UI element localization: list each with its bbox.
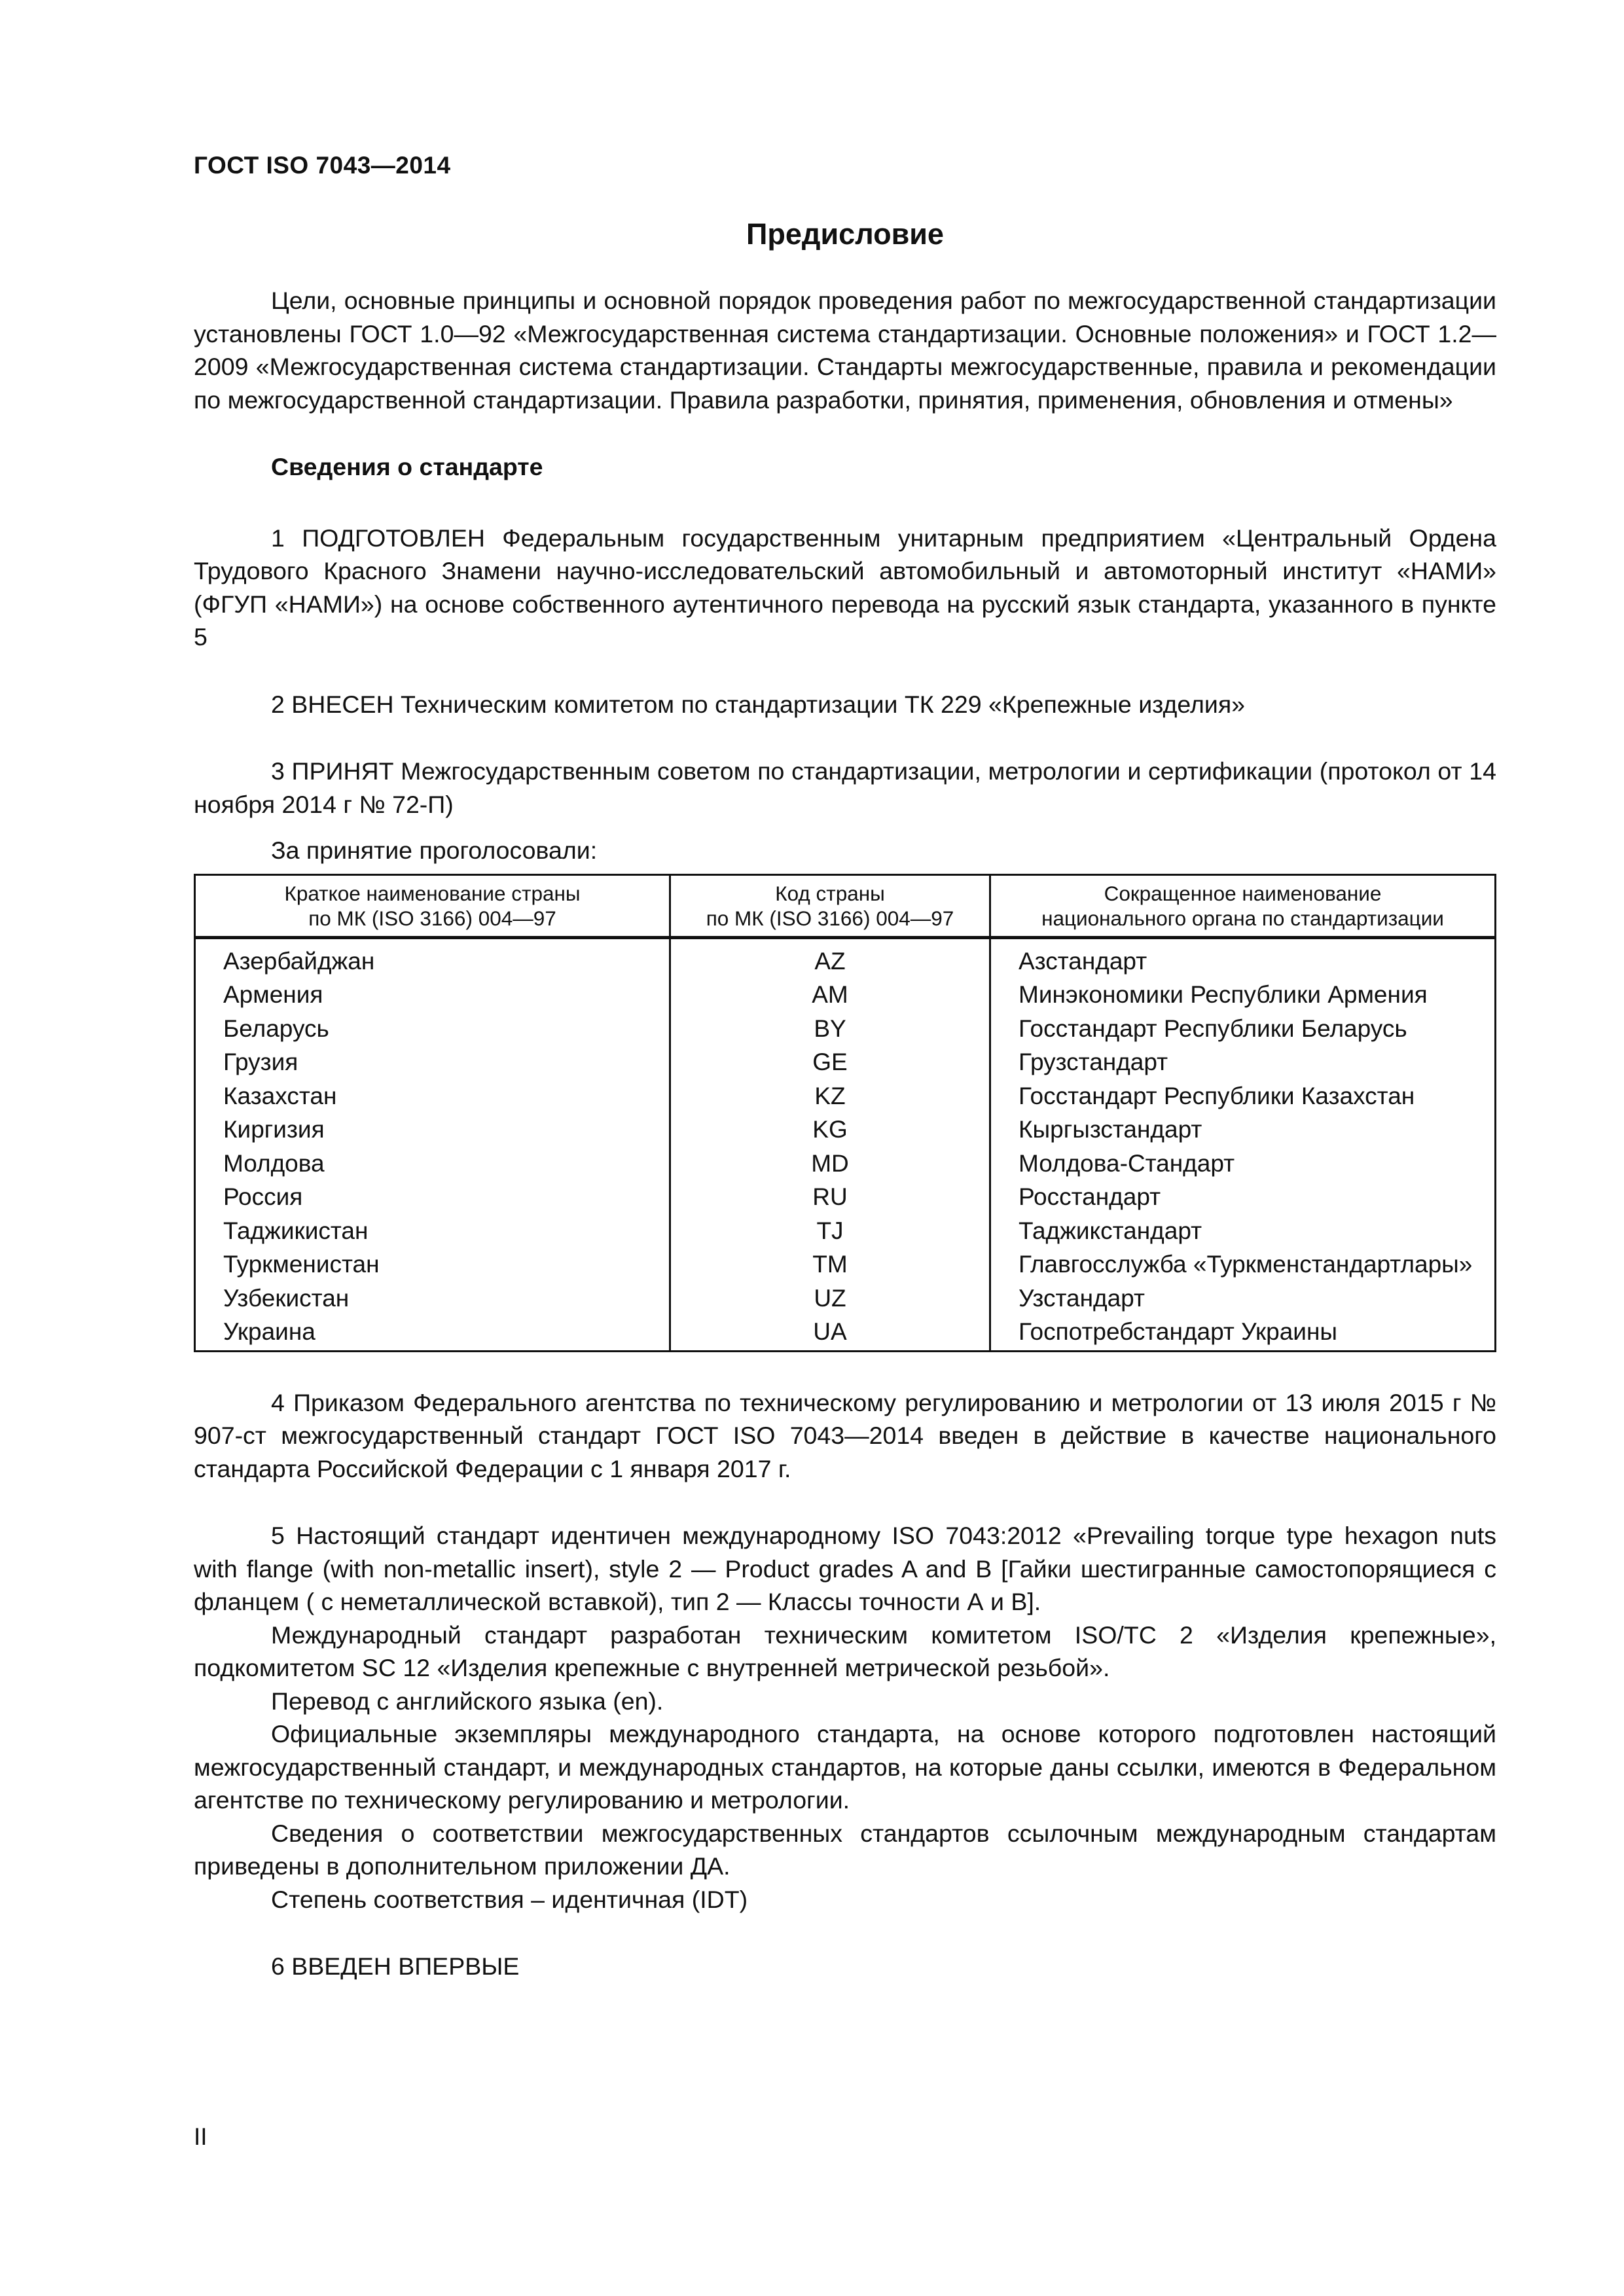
item-5-translation: Перевод с английского языка (en). xyxy=(271,1687,664,1715)
table-row xyxy=(195,1012,1496,1046)
item-5-official-copies: Официальные экземпляры международного стандарта, на основе которого подготовлен настоящий межгосударственный стандарт, и международных стандартов, на которые даны ссылки, имеются в Федеральном агентстве по техническому регулированию и метрологии. xyxy=(194,1720,1496,1814)
item-4-enforcement: 4 Приказом Федерального агентства по техническому регулированию и метрологии от 13 июля 2015 г № 907-ст межгосударственный стандарт ГОСТ ISO 7043—2014 введен в действие в качестве национального стандарта Российской Федерации с 1 января 2017 г. xyxy=(194,1388,1496,1482)
code-cell: TJ xyxy=(670,1214,990,1248)
body-cell: Госстандарт Республики Беларусь xyxy=(990,1012,1496,1046)
table-row xyxy=(195,1045,1496,1079)
table-row xyxy=(195,1315,1496,1351)
code-cell: MD xyxy=(670,1147,990,1181)
item-1-prepared: 1 ПОДГОТОВЛЕН Федеральным государственным унитарным предприятием «Центральный Ордена Трудового Красного Знамени научно-исследовательский автомобильный и автомоторный институт «НАМИ» (ФГУП «НАМИ») на основе собственного аутентичного перевода на русский язык стандарта, указанного в пункте 5 xyxy=(194,524,1496,651)
table-row xyxy=(195,1282,1496,1316)
country-cell: Узбекистан xyxy=(223,1284,350,1312)
country-cell: Азербайджан xyxy=(223,947,375,975)
country-cell: Таджикистан xyxy=(223,1217,369,1244)
code-cell: AM xyxy=(670,978,990,1012)
body-cell: Главгосслужба «Туркменстандартлары» xyxy=(990,1247,1496,1282)
body-cell: Кыргызстандарт xyxy=(990,1113,1496,1147)
body-cell: Госстандарт Республики Казахстан xyxy=(990,1079,1496,1113)
standard-info-subheading: Сведения о стандарте xyxy=(271,453,543,480)
code-cell: GE xyxy=(670,1045,990,1079)
document-code-header: ГОСТ ISO 7043—2014 xyxy=(194,152,451,179)
table-row xyxy=(195,937,1496,978)
voting-countries-table xyxy=(194,874,1496,1352)
table-header-row xyxy=(195,874,1496,937)
item-6-introduced: 6 ВВЕДЕН ВПЕРВЫЕ xyxy=(271,1952,520,1980)
column-header-country: Краткое наименование страны по МК (ISO 3166) 004—97 xyxy=(195,874,670,937)
document-body xyxy=(194,284,1496,1983)
table-row xyxy=(195,1180,1496,1214)
body-cell: Узстандарт xyxy=(990,1282,1496,1316)
code-cell: KZ xyxy=(670,1079,990,1113)
item-5-correspondence: Сведения о соответствии межгосударственных стандартов ссылочным международным стандартам приведены в дополнительном приложении ДА. xyxy=(194,1819,1496,1880)
item-2-submitted: 2 ВНЕСЕН Техническим комитетом по стандартизации ТК 229 «Крепежные изделия» xyxy=(271,690,1246,718)
code-cell: UA xyxy=(670,1315,990,1351)
country-cell: Беларусь xyxy=(223,1014,329,1042)
vote-intro: За принятие проголосовали: xyxy=(271,836,598,864)
page-number: II xyxy=(194,2123,208,2150)
table-row xyxy=(195,1147,1496,1181)
item-5-identical: 5 Настоящий стандарт идентичен международному ISO 7043:2012 «Prevailing torque type hexagon nuts with flange (with non-metallic insert), style 2 — Product grades A and B [Гайки шестигранные самостопорящиеся с фланцем ( с неметаллической вставкой), тип 2 — Классы точности А и В]. xyxy=(194,1522,1496,1615)
item-5-degree: Степень соответствия – идентичная (IDT) xyxy=(271,1885,748,1913)
country-cell: Украина xyxy=(223,1318,316,1345)
body-cell: Минэкономики Республики Армения xyxy=(990,978,1496,1012)
country-cell: Туркменистан xyxy=(223,1251,380,1278)
code-cell: RU xyxy=(670,1180,990,1214)
code-cell: AZ xyxy=(670,937,990,978)
code-cell: TM xyxy=(670,1247,990,1282)
column-header-standards-body: Сокращенное наименование национального органа по стандартизации xyxy=(990,874,1496,937)
country-cell: Киргизия xyxy=(223,1116,325,1143)
country-cell: Грузия xyxy=(223,1049,298,1075)
table-row xyxy=(195,978,1496,1012)
body-cell: Росстандарт xyxy=(990,1180,1496,1214)
item-5-committee: Международный стандарт разработан техническим комитетом ISO/TC 2 «Изделия крепежные», подкомитетом SC 12 «Изделия крепежные с внутренней метрической резьбой». xyxy=(194,1621,1496,1681)
country-cell: Россия xyxy=(223,1183,303,1210)
code-cell: BY xyxy=(670,1012,990,1046)
body-cell: Молдова-Стандарт xyxy=(990,1147,1496,1181)
body-cell: Госпотребстандарт Украины xyxy=(990,1315,1496,1351)
body-cell: Грузстандарт xyxy=(990,1045,1496,1079)
column-header-code: Код страны по МК (ISO 3166) 004—97 xyxy=(670,874,990,937)
table-row xyxy=(195,1079,1496,1113)
country-cell: Молдова xyxy=(223,1149,325,1177)
body-cell: Азстандарт xyxy=(990,937,1496,978)
table-row xyxy=(195,1113,1496,1147)
table-row xyxy=(195,1214,1496,1248)
page-title: Предисловие xyxy=(746,217,944,251)
intro-paragraph: Цели, основные принципы и основной порядок проведения работ по межгосударственной стандартизации установлены ГОСТ 1.0—92 «Межгосударственная система стандартизации. Основные положения» и ГОСТ 1.2—2009 «Межгосударственная система стандартизации. Стандарты межгосударственные, правила и рекомендации по межгосударственной стандартизации. Правила разработки, принятия, применения, обновления и отмены» xyxy=(194,287,1496,414)
country-cell: Армения xyxy=(223,981,323,1008)
code-cell: UZ xyxy=(670,1282,990,1316)
code-cell: KG xyxy=(670,1113,990,1147)
body-cell: Таджикстандарт xyxy=(990,1214,1496,1248)
table-row xyxy=(195,1247,1496,1282)
item-3-adopted: 3 ПРИНЯТ Межгосударственным советом по стандартизации, метрологии и сертификации (протокол от 14 ноября 2014 г № 72-П) xyxy=(194,757,1496,818)
country-cell: Казахстан xyxy=(223,1082,337,1109)
